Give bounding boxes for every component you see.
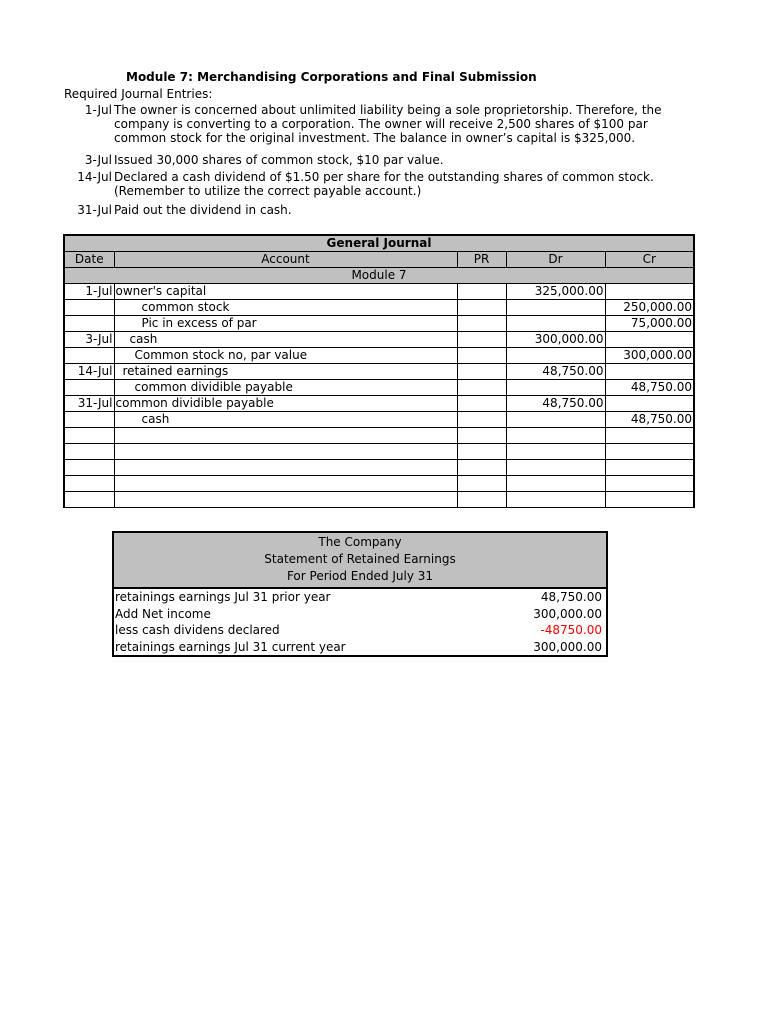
journal-cell-cr — [605, 284, 694, 300]
entry-text: Issued 30,000 shares of common stock, $10 par value. — [114, 153, 444, 167]
journal-cell-pr — [457, 364, 506, 380]
journal-cell-cr: 48,750.00 — [605, 380, 694, 396]
journal-cell-pr — [457, 444, 506, 460]
journal-cell-cr — [605, 332, 694, 348]
journal-row — [64, 364, 694, 380]
journal-cell-pr — [457, 492, 506, 508]
journal-cell-dr — [506, 444, 605, 460]
col-header-account: Account — [114, 252, 457, 268]
entry-date: 3-Jul — [84, 153, 112, 167]
statement-row-value: -48750.00 — [540, 623, 602, 637]
journal-cell-pr — [457, 316, 506, 332]
journal-cell-cr: 75,000.00 — [605, 316, 694, 332]
journal-cell-account: cash — [114, 412, 457, 428]
journal-cell-date: 1-Jul — [64, 284, 114, 300]
journal-cell-account — [114, 492, 457, 508]
journal-cell-pr — [457, 412, 506, 428]
journal-cell-cr: 250,000.00 — [605, 300, 694, 316]
journal-cell-date — [64, 348, 114, 364]
statement-row — [114, 639, 606, 656]
journal-row — [64, 332, 694, 348]
journal-cell-dr — [506, 380, 605, 396]
journal-cell-account — [114, 476, 457, 492]
entry-text: The owner is concerned about unlimited liability being a sole proprietorship. Therefore, the company is converting to a corporation. The owner will receive 2,500 shares of $100 par common stock for the original investment. The balance in owner’s capital is $325,000. — [114, 103, 662, 145]
journal-row — [64, 348, 694, 364]
statement-row — [114, 622, 606, 639]
journal-cell-pr — [457, 460, 506, 476]
journal-cell-account: common dividible payable — [114, 396, 457, 412]
journal-cell-account: cash — [114, 332, 457, 348]
journal-cell-pr — [457, 284, 506, 300]
statement-row-value: 48,750.00 — [540, 590, 602, 604]
journal-cell-account: Pic in excess of par — [114, 316, 457, 332]
journal-cell-date — [64, 476, 114, 492]
journal-cell-account — [114, 428, 457, 444]
journal-cell-account: owner's capital — [114, 284, 457, 300]
journal-cell-dr — [506, 348, 605, 364]
page-title: Module 7: Merchandising Corporations and Final Submission — [126, 70, 537, 84]
journal-cell-date — [64, 412, 114, 428]
journal-row — [64, 284, 694, 300]
statement-company: The Company — [318, 535, 402, 549]
journal-cell-account — [114, 444, 457, 460]
journal-cell-account: common dividible payable — [114, 380, 457, 396]
journal-cell-dr — [506, 300, 605, 316]
journal-cell-cr: 48,750.00 — [605, 412, 694, 428]
journal-cell-cr — [605, 396, 694, 412]
journal-cell-cr — [605, 492, 694, 508]
journal-cell-date — [64, 460, 114, 476]
journal-row — [64, 444, 694, 460]
col-header-pr: PR — [457, 252, 506, 268]
statement-row-value: 300,000.00 — [533, 606, 602, 621]
journal-cell-pr — [457, 332, 506, 348]
journal-cell-dr: 325,000.00 — [506, 284, 605, 300]
col-header-date: Date — [64, 252, 114, 268]
journal-cell-pr — [457, 428, 506, 444]
statement-header — [114, 533, 606, 589]
journal-cell-date: 14-Jul — [64, 364, 114, 380]
journal-cell-dr — [506, 412, 605, 428]
journal-cell-pr — [457, 396, 506, 412]
general-journal-table — [63, 234, 695, 508]
journal-title: General Journal — [64, 235, 694, 252]
journal-section-label: Module 7 — [64, 268, 694, 284]
journal-row — [64, 476, 694, 492]
journal-cell-cr — [605, 444, 694, 460]
journal-cell-account: common stock — [114, 300, 457, 316]
journal-cell-pr — [457, 476, 506, 492]
journal-cell-date — [64, 316, 114, 332]
retained-earnings-statement — [112, 531, 608, 657]
journal-cell-dr — [506, 460, 605, 476]
journal-cell-date — [64, 492, 114, 508]
journal-cell-date — [64, 444, 114, 460]
journal-row — [64, 396, 694, 412]
journal-cell-dr: 300,000.00 — [506, 332, 605, 348]
journal-cell-cr — [605, 460, 694, 476]
journal-cell-cr — [605, 476, 694, 492]
journal-header-row — [64, 252, 694, 268]
statement-title: Statement of Retained Earnings — [264, 552, 456, 566]
statement-row-label: Add Net income — [115, 606, 211, 621]
journal-cell-pr — [457, 380, 506, 396]
entry-date: 31-Jul — [77, 203, 112, 217]
entry-text: Paid out the dividend in cash. — [114, 203, 292, 217]
journal-row — [64, 428, 694, 444]
journal-cell-date — [64, 300, 114, 316]
journal-cell-date — [64, 428, 114, 444]
entry-text: Declared a cash dividend of $1.50 per share for the outstanding shares of common stock. (Remember to utilize the correct payable account.) — [114, 170, 654, 198]
col-header-dr: Dr — [506, 252, 605, 268]
journal-cell-pr — [457, 300, 506, 316]
journal-cell-dr: 48,750.00 — [506, 396, 605, 412]
journal-cell-cr — [605, 364, 694, 380]
entry-date: 14-Jul — [77, 170, 112, 184]
journal-cell-dr — [506, 492, 605, 508]
journal-row — [64, 316, 694, 332]
journal-cell-date: 3-Jul — [64, 332, 114, 348]
journal-cell-date — [64, 380, 114, 396]
statement-row-label: retainings earnings Jul 31 current year — [115, 639, 346, 654]
journal-cell-dr: 48,750.00 — [506, 364, 605, 380]
journal-cell-cr: 300,000.00 — [605, 348, 694, 364]
statement-row-value: 300,000.00 — [533, 639, 602, 654]
statement-row — [114, 606, 606, 623]
journal-row — [64, 380, 694, 396]
col-header-cr: Cr — [605, 252, 694, 268]
journal-row — [64, 300, 694, 316]
journal-row — [64, 412, 694, 428]
journal-cell-dr — [506, 316, 605, 332]
statement-period: For Period Ended July 31 — [286, 569, 434, 583]
journal-cell-cr — [605, 428, 694, 444]
journal-cell-date: 31-Jul — [64, 396, 114, 412]
journal-row — [64, 460, 694, 476]
journal-cell-dr — [506, 428, 605, 444]
entry-date: 1-Jul — [84, 103, 112, 117]
journal-cell-dr — [506, 476, 605, 492]
journal-cell-account — [114, 460, 457, 476]
journal-cell-account: retained earnings — [114, 364, 457, 380]
statement-row-label: less cash dividens declared — [115, 623, 280, 637]
journal-cell-pr — [457, 348, 506, 364]
journal-row — [64, 492, 694, 508]
required-entries-label: Required Journal Entries: — [64, 87, 213, 101]
statement-row-label: retainings earnings Jul 31 prior year — [115, 590, 331, 604]
statement-row — [114, 589, 606, 606]
journal-cell-account: Common stock no, par value — [114, 348, 457, 364]
